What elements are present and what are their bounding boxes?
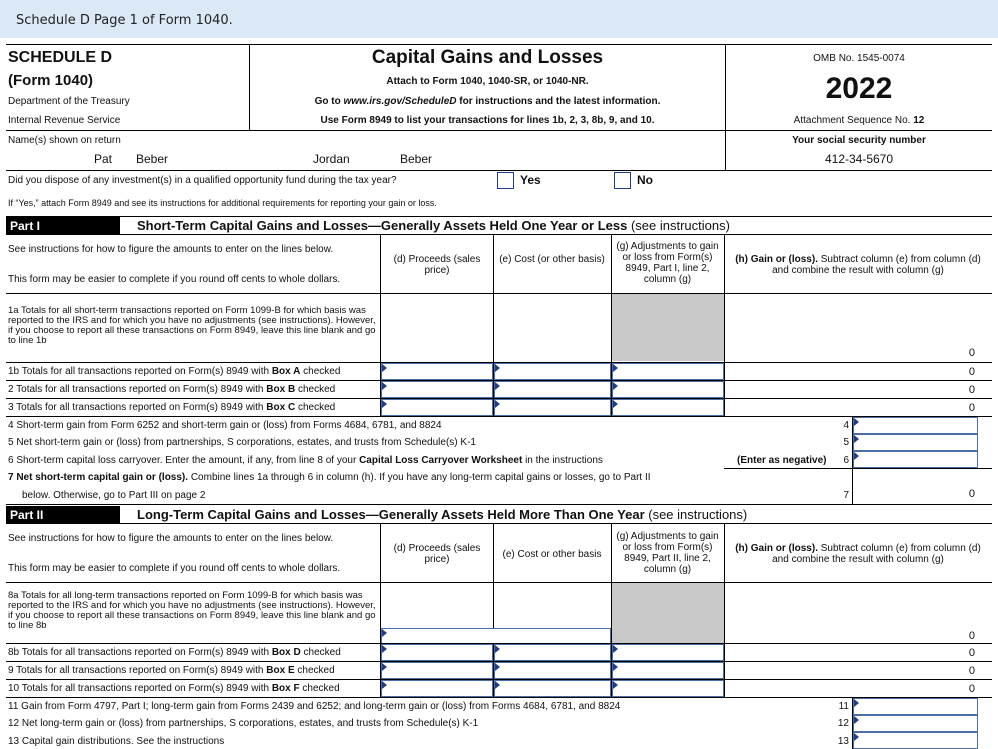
names-label: Name(s) shown on return	[8, 135, 121, 146]
part1-col-g-header: (g) Adjustments to gain or loss from Form(s) 8949, Part I, line 2, column (g)	[616, 241, 719, 285]
line-12-text: 12 Net long-term gain or (loss) from partnerships, S corporations, estates, and trusts from Schedule(s) K-1	[8, 718, 479, 729]
part2-header-rule	[6, 523, 992, 524]
names-bottom-rule	[6, 170, 992, 171]
part1-col-h-left	[724, 234, 725, 416]
qof-question: Did you dispose of any investment(s) in a qualified opportunity fund during the tax year?	[8, 175, 397, 186]
line-3-post: checked	[295, 402, 336, 413]
line-1b-proceeds-input[interactable]	[381, 363, 493, 380]
part2-col-h-rest: Subtract column (e) from column (d) and combine the result with column (g)	[772, 543, 981, 565]
part1-title-main: Short-Term Capital Gains and Losses—Generally Assets Held One Year or Less	[137, 218, 628, 233]
line-3-text	[8, 402, 335, 413]
line-7-value: 0	[968, 488, 975, 500]
part1-bottom-rule	[6, 504, 992, 505]
line-8a-col-g-shaded	[612, 583, 724, 643]
line-6-bold: Capital Loss Carryover Worksheet	[359, 455, 523, 466]
last-name-1[interactable]: Beber	[136, 152, 169, 166]
line-5-text: 5 Net short-term gain or (loss) from partnerships, S corporations, estates, and trusts from Schedule(s) K-1	[8, 437, 476, 448]
line-5-number: 5	[843, 437, 849, 448]
line-3-cost-input[interactable]	[494, 399, 611, 416]
line-9-value: 0	[968, 665, 975, 677]
line-10-box: Box F	[271, 683, 300, 694]
line-8b-box: Box D	[271, 647, 301, 658]
goto-instruction	[250, 96, 725, 107]
part1-col-e-header: (e) Cost (or other basis)	[499, 254, 605, 265]
attachment-sequence-label: Attachment Sequence No.	[793, 115, 914, 126]
line-13-text: 13 Capital gain distributions. See the instructions	[8, 736, 225, 747]
part2-col-e-header: (e) Cost or other basis	[502, 549, 602, 560]
line-6-input[interactable]	[853, 451, 978, 468]
line-3-box: Box C	[266, 402, 296, 413]
line-3-proceeds-input[interactable]	[381, 399, 493, 416]
irs-label: Internal Revenue Service	[8, 115, 121, 126]
line-8b-text	[8, 647, 341, 658]
line-2-cost-input[interactable]	[494, 381, 611, 398]
line-8a-text: 8a Totals for all long-term transactions reported on Form 1099-B for which basis was reported to the IRS and for which you have no adjustments (see instructions). However, if you choose to report all these transactions on Form 8949, leave this line blank and go to line 8b	[8, 590, 376, 631]
first-name-2[interactable]: Jordan	[313, 152, 350, 166]
part1-title-suffix: (see instructions)	[627, 218, 730, 233]
line-5-input[interactable]	[853, 434, 978, 451]
line-1a-text: 1a Totals for all short-term transactions reported on Form 1099-B for which basis was reported to the IRS and for which you have no adjustments (see instructions). However, if you choose to report all these transactions on Form 8949, leave this line blank and go to line 1b	[8, 305, 376, 346]
line-2-adjustments-input[interactable]	[612, 381, 724, 398]
tax-year: 2022	[825, 72, 893, 105]
line-1b-box: Box A	[271, 366, 301, 377]
qof-no-label: No	[637, 173, 653, 187]
part1-col-d-header: (d) Proceeds (sales price)	[393, 254, 481, 276]
line-11-text: 11 Gain from Form 4797, Part I; long-term gain from Forms 2439 and 6252; and long-term gain or (loss) from Forms 4684, 6781, and 8824	[8, 701, 621, 712]
line-11-number: 11	[838, 701, 849, 712]
line-1b-pre: 1b Totals for all transactions reported on Form(s) 8949 with	[8, 366, 272, 377]
line-10-rule	[6, 697, 992, 698]
goto-suffix: for instructions and the latest information.	[456, 96, 661, 107]
line-6-rule	[724, 468, 992, 469]
part1-top-rule	[6, 216, 992, 217]
line-4-text: 4 Short-term gain from Form 6252 and short-term gain or (loss) from Forms 4684, 6781, and 8824	[8, 420, 442, 431]
line-6-number: 6	[843, 455, 849, 466]
line-10-pre: 10 Totals for all transactions reported on Form(s) 8949 with	[8, 683, 272, 694]
line-12-number: 12	[837, 718, 849, 729]
part1-header-rule	[6, 234, 992, 235]
line-9-text	[8, 665, 335, 676]
line-8b-adjustments-input[interactable]	[612, 644, 724, 661]
part2-title-main: Long-Term Capital Gains and Losses—Generally Assets Held More Than One Year	[137, 507, 645, 522]
line-6-text	[8, 455, 603, 466]
line-9-adjustments-input[interactable]	[612, 662, 724, 679]
attachment-sequence	[726, 115, 992, 126]
part1-instruction-2: This form may be easier to complete if you round off cents to whole dollars.	[8, 274, 341, 285]
line-7-rest: Combine lines 1a through 6 in column (h). If you have any long-term capital gains or losses, go to Part II	[188, 472, 651, 483]
line-7-number: 7	[843, 490, 849, 501]
part2-col-h-left	[724, 523, 725, 698]
omb-number: OMB No. 1545-0074	[813, 53, 905, 64]
line-12-input[interactable]	[853, 715, 978, 732]
page-indicator-text: Schedule D Page 1 of Form 1040.	[16, 13, 233, 28]
attachment-sequence-number: 12	[913, 115, 925, 126]
line-8a-input-strip[interactable]	[381, 628, 611, 643]
schedule-label: SCHEDULE D	[8, 49, 113, 66]
part2-title	[137, 507, 747, 522]
part1-title	[137, 218, 730, 233]
line-1a-col-g-shaded	[612, 294, 724, 361]
part1-col-h-rest: Subtract column (e) from column (d) and combine the result with column (g)	[772, 254, 981, 276]
line-6-post: in the instructions	[522, 455, 603, 466]
line-2-box: Box B	[266, 384, 296, 395]
part1-colheader-rule	[6, 293, 992, 294]
part1-col-h-bold: (h) Gain or (loss).	[735, 254, 818, 265]
line-9-post: checked	[294, 665, 335, 676]
line-8b-cost-input[interactable]	[494, 644, 611, 661]
line-8b-value: 0	[968, 647, 975, 659]
part2-title-suffix: (see instructions)	[644, 507, 748, 522]
part1-col-h-header	[727, 254, 989, 276]
line-8b-pre: 8b Totals for all transactions reported on Form(s) 8949 with	[8, 647, 272, 658]
line-2-pre: 2 Totals for all transactions reported on Form(s) 8949 with	[8, 384, 267, 395]
line-4-number: 4	[843, 420, 849, 431]
line-1a-value: 0	[968, 347, 975, 359]
part1-instruction-1: See instructions for how to figure the amounts to enter on the lines below.	[8, 244, 334, 255]
line-8b-post: checked	[300, 647, 341, 658]
line-4-input[interactable]	[853, 417, 978, 434]
line-7-continuation: below. Otherwise, go to Part III on page 2	[22, 490, 206, 501]
line-9-pre: 9 Totals for all transactions reported on Form(s) 8949 with	[8, 665, 267, 676]
last-name-2[interactable]: Beber	[400, 152, 433, 166]
header-top-rule	[6, 44, 992, 45]
header-bottom-rule	[6, 130, 992, 131]
line-1b-text	[8, 366, 340, 377]
line-7-text	[8, 472, 651, 483]
qof-no-checkbox[interactable]	[614, 172, 631, 189]
attach-instruction: Attach to Form 1040, 1040-SR, or 1040-NR.	[386, 76, 589, 87]
line-2-text	[8, 384, 335, 395]
qof-yes-label: Yes	[520, 173, 541, 187]
line-9-cost-input[interactable]	[494, 662, 611, 679]
line-7-bold: 7 Net short-term capital gain or (loss).	[8, 472, 189, 483]
line-1b-adjustments-input[interactable]	[612, 363, 724, 380]
line-2-proceeds-input[interactable]	[381, 381, 493, 398]
line-1b-value: 0	[968, 366, 975, 378]
ssn-value[interactable]: 412-34-5670	[824, 152, 894, 166]
use-8949-instruction: Use Form 8949 to list your transactions for lines 1b, 2, 3, 8b, 9, and 10.	[320, 115, 655, 126]
part2-col-h-bold: (h) Gain or (loss).	[735, 543, 818, 554]
line-9-box: Box E	[266, 665, 295, 676]
part2-colheader-rule	[6, 582, 992, 583]
line-8b-proceeds-input[interactable]	[381, 644, 493, 661]
line-2-value: 0	[968, 384, 975, 396]
line-3-adjustments-input[interactable]	[612, 399, 724, 416]
line-10-post: checked	[299, 683, 340, 694]
line-11-input[interactable]	[853, 698, 978, 715]
part2-instruction-2: This form may be easier to complete if you round off cents to whole dollars.	[8, 563, 341, 574]
form-label: (Form 1040)	[8, 72, 94, 89]
line-1b-post: checked	[300, 366, 341, 377]
ssn-label: Your social security number	[792, 135, 926, 146]
part2-col-d-header: (d) Proceeds (sales price)	[393, 543, 481, 565]
qof-note: If “Yes,” attach Form 8949 and see its instructions for additional requirements for reporting your gain or loss.	[8, 198, 437, 208]
line-13-input[interactable]	[853, 732, 978, 749]
part2-instruction-1: See instructions for how to figure the amounts to enter on the lines below.	[8, 533, 334, 544]
line-13-number: 13	[837, 736, 849, 747]
qof-yes-checkbox[interactable]	[497, 172, 514, 189]
part2-col-h-header	[727, 543, 989, 565]
line-6-pre: 6 Short-term capital loss carryover. Enter the amount, if any, from line 8 of your	[8, 455, 360, 466]
goto-prefix: Go to	[314, 96, 344, 107]
line-2-post: checked	[295, 384, 336, 395]
line-6-negative-note: (Enter as negative)	[737, 455, 827, 466]
line-8a-value: 0	[968, 630, 975, 642]
department-label: Department of the Treasury	[8, 96, 130, 107]
line-1b-cost-input[interactable]	[494, 363, 611, 380]
line-10-value: 0	[968, 683, 975, 695]
line-10-text	[8, 683, 340, 694]
first-name-1[interactable]: Pat	[94, 152, 113, 166]
part2-col-g-header: (g) Adjustments to gain or loss from Form(s) 8949, Part II, line 2, column (g)	[616, 531, 719, 575]
line-10-cost-input[interactable]	[494, 680, 611, 697]
part1-tag: Part I	[6, 217, 120, 235]
line-9-proceeds-input[interactable]	[381, 662, 493, 679]
form-title: Capital Gains and Losses	[371, 47, 604, 68]
irs-link[interactable]: www.irs.gov/ScheduleD	[343, 96, 457, 107]
line-3-rule	[6, 416, 992, 417]
line-3-pre: 3 Totals for all transactions reported on Form(s) 8949 with	[8, 402, 267, 413]
line-10-adjustments-input[interactable]	[612, 680, 724, 697]
part2-tag: Part II	[6, 506, 120, 524]
line-3-value: 0	[968, 402, 975, 414]
line-10-proceeds-input[interactable]	[381, 680, 493, 697]
